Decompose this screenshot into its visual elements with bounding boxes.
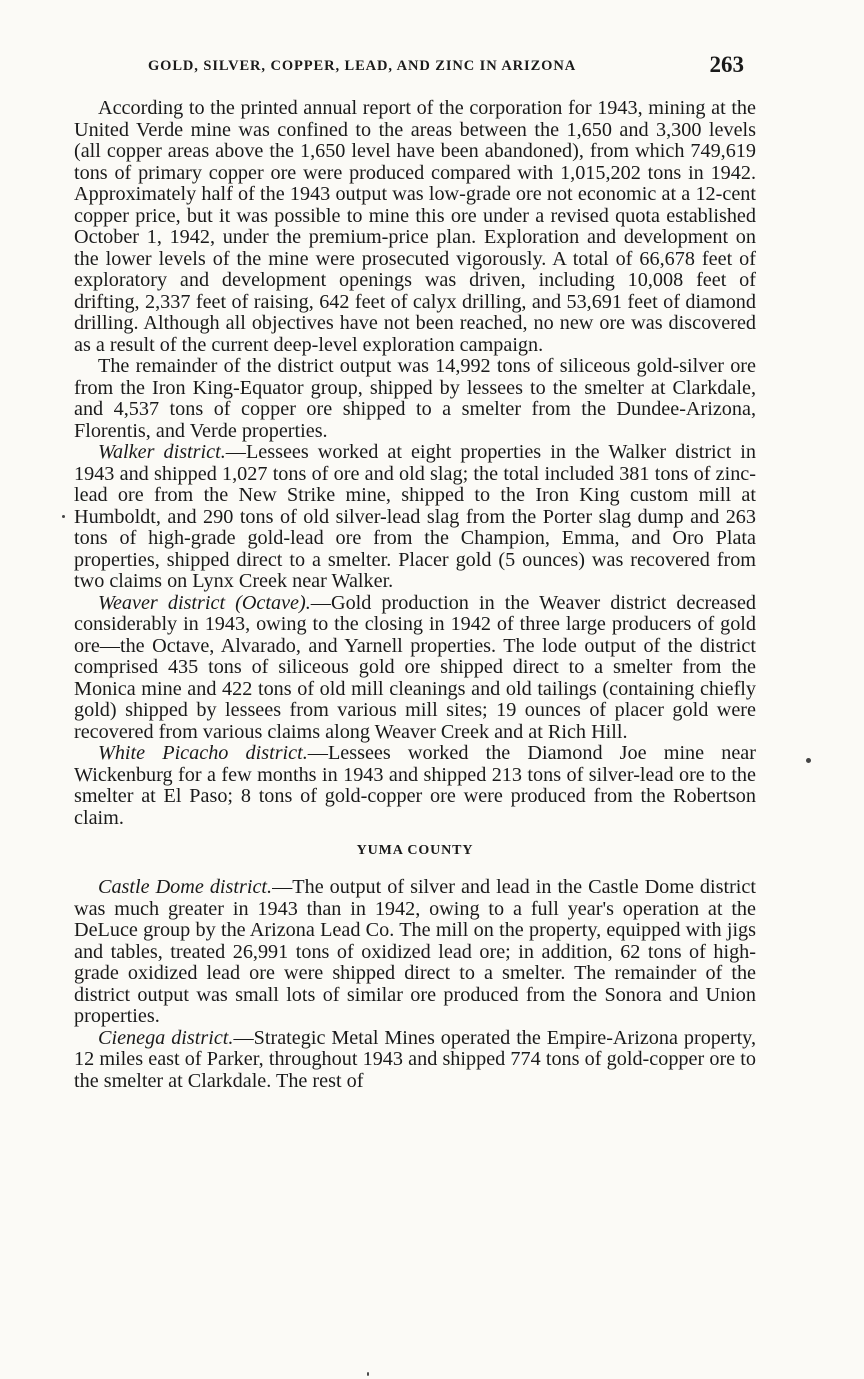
paragraph-lead: Walker district.	[98, 441, 226, 463]
running-title: GOLD, SILVER, COPPER, LEAD, AND ZINC IN ARIZONA	[148, 58, 577, 74]
paragraph-walker-district	[74, 442, 756, 593]
paragraph-castle-dome-district	[74, 877, 756, 1028]
paragraph-district-remainder	[74, 356, 756, 442]
paragraph-united-verde	[74, 98, 756, 356]
paragraph-lead: Cienega district.	[98, 1026, 234, 1049]
section-heading: YUMA COUNTY	[356, 843, 474, 858]
paragraph-text: —Lessees worked the Diamond Joe mine near Wickenburg for a few months in 1943 and shipped 213 tons of silver-lead ore to the smelter at El Paso; 8 tons of gold-copper ore were produced from the Robertson claim.	[74, 742, 756, 829]
scan-speck	[806, 758, 811, 763]
paragraph-text: —Strategic Metal Mines operated the Empire-Arizona property, 12 miles east of Parker, throughout 1943 and shipped 774 tons of gold-copper ore to the smelter at Clarkdale. The rest of	[74, 1026, 757, 1092]
paragraph-lead: Weaver district (Octave).	[98, 591, 311, 614]
paragraph-text: —Lessees worked at eight properties in the Walker district in 1943 and shipped 1,027 tons of ore and old slag; the total included 381 tons of zinc-lead ore from the New Strike mine, shipped to the Iron King custom mill at Humboldt, and 290 tons of old silver-lead slag from the Porter slag dump and 263 tons of high-grade gold-lead ore from the Champion, Emma, and Oro Plata properties, shipped direct to a smelter. Placer gold (5 ounces) was recovered from two claims on Lynx Creek near Walker.	[74, 441, 756, 592]
scan-speck	[62, 515, 65, 518]
scan-speck	[367, 1372, 369, 1376]
paragraph-text: —Gold production in the Weaver district decreased considerably in 1943, owing to the closing in 1942 of three large producers of gold ore—the Octave, Alvarado, and Yarnell properties. The lode output of the district comprised 435 tons of siliceous gold ore shipped direct to a smelter from the Monica mine and 422 tons of old mill cleanings and old tailings (containing chiefly gold) shipped by lessees from various mill sites; 19 ounces of placer gold were recovered from various claims along Weaver Creek and at Rich Hill.	[74, 591, 757, 743]
paragraph-lead: Castle Dome district.	[98, 876, 273, 898]
running-header	[74, 52, 756, 88]
paragraph-weaver-district	[74, 593, 756, 744]
paragraph-cienega-district	[74, 1028, 756, 1093]
paragraph-text: According to the printed annual report of the corporation for 1943, mining at the United Verde mine was confined to the areas between the 1,650 and 3,300 levels (all copper areas above the 1,650 level have been abandoned), from which 749,619 tons of primary copper ore were produced compared with 1,015,202 tons in 1942. Approximately half of the 1943 output was low-grade ore not economic at a 12-cent copper price, but it was possible to mine this ore under a revised quota established October 1, 1942, under the premium-price plan. Exploration and development on the lower levels of the mine were prosecuted vigorously. A total of 66,678 feet of exploratory and development openings was driven, including 10,008 feet of drifting, 2,337 feet of raising, 642 feet of calyx drilling, and 53,691 feet of diamond drilling. Although all objectives have not been reached, no new ore was discovered as a result of the current deep-level exploration campaign.	[74, 97, 756, 356]
page-number: 263	[709, 52, 744, 77]
paragraph-white-picacho-district	[74, 743, 756, 829]
paragraph-text: The remainder of the district output was 14,992 tons of siliceous gold-silver ore from the Iron King-Equator group, shipped by lessees to the smelter at Clarkdale, and 4,537 tons of copper ore shipped to a smelter from the Dundee-Arizona, Florentis, and Verde properties.	[74, 355, 756, 442]
paragraph-lead: White Picacho district.	[98, 742, 308, 764]
paragraph-text: —The output of silver and lead in the Castle Dome district was much greater in 1943 than in 1942, owing to a full year's operation at the DeLuce group by the Arizona Lead Co. The mill on the property, equipped with jigs and tables, treated 26,991 tons of oxidized lead ore; in addition, 62 tons of high-grade oxidized lead ore were shipped direct to a smelter. The remainder of the district output was small lots of similar ore produced from the Sonora and Union properties.	[74, 876, 756, 1027]
document-page	[74, 52, 756, 1092]
